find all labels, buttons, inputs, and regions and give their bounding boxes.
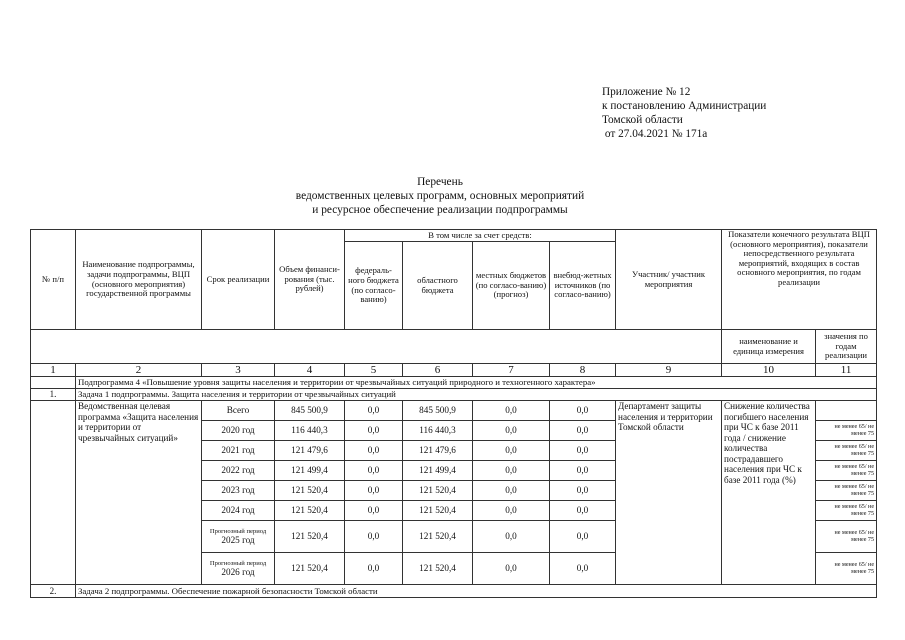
extra-cell: 0,0 [550, 401, 616, 421]
total-cell: 121 479,6 [275, 441, 345, 461]
header-num: № п/п [31, 230, 76, 330]
appendix-line: к постановлению Администрации [602, 100, 767, 112]
header-local: местных бюджетов (по согласо-ванию) (прогноз) [473, 242, 550, 330]
value-cell: не менее 65/ не менее 75 [816, 501, 877, 521]
empty-cell [31, 401, 76, 585]
col-number: 7 [473, 364, 550, 377]
header-spacer [31, 330, 722, 364]
local-cell: 0,0 [473, 553, 550, 585]
header-term: Срок реализации [202, 230, 275, 330]
header-indicators: Показатели конечного результата ВЦП (основного мероприятия), показатели непосредственного результата мероприятий, входящих в состав основного мероприятия, по годам реализации [722, 230, 877, 330]
title-line: и ресурсное обеспечение реализации подпрограммы [312, 204, 568, 216]
extra-cell: 0,0 [550, 521, 616, 553]
header-name: Наименование подпрограммы, задачи подпрограммы, ВЦП (основного мероприятия) государственной программы [76, 230, 202, 330]
federal-cell: 0,0 [345, 401, 403, 421]
value-cell: не менее 65/ не менее 75 [816, 461, 877, 481]
extra-cell: 0,0 [550, 481, 616, 501]
regional-cell: 121 520,4 [403, 553, 473, 585]
period-cell [202, 553, 275, 585]
col-number: 6 [403, 364, 473, 377]
col-number: 1 [31, 364, 76, 377]
col-number: 2 [76, 364, 202, 377]
total-cell: 845 500,9 [275, 401, 345, 421]
extra-cell: 0,0 [550, 461, 616, 481]
federal-cell: 0,0 [345, 481, 403, 501]
total-cell: 121 520,4 [275, 553, 345, 585]
value-cell [816, 401, 877, 421]
task-number: 1. [31, 389, 76, 401]
total-cell: 121 499,4 [275, 461, 345, 481]
total-cell: 121 520,4 [275, 521, 345, 553]
forecast-label: Прогнозный период [209, 527, 267, 535]
appendix-line: Томской области [602, 114, 683, 126]
col-number: 5 [345, 364, 403, 377]
local-cell: 0,0 [473, 521, 550, 553]
program-table [30, 229, 877, 598]
regional-cell: 845 500,9 [403, 401, 473, 421]
col-number: 10 [722, 364, 816, 377]
federal-cell: 0,0 [345, 441, 403, 461]
document-title [180, 175, 700, 217]
extra-cell: 0,0 [550, 553, 616, 585]
local-cell: 0,0 [473, 421, 550, 441]
extra-cell: 0,0 [550, 501, 616, 521]
participant-cell: Департамент защиты населения и территории Томской области [616, 401, 722, 585]
total-cell: 116 440,3 [275, 421, 345, 441]
local-cell: 0,0 [473, 401, 550, 421]
appendix-block [602, 85, 766, 141]
header-extrabudget: внебюд-жетных источников (по согласо-ванию) [550, 242, 616, 330]
regional-cell: 121 479,6 [403, 441, 473, 461]
forecast-label: Прогнозный период [209, 559, 267, 567]
value-cell: не менее 65/ не менее 75 [816, 441, 877, 461]
header-ind-values: значения по годам реализации [816, 330, 877, 364]
col-number: 4 [275, 364, 345, 377]
federal-cell: 0,0 [345, 461, 403, 481]
header-regional: областного бюджета [403, 242, 473, 330]
local-cell: 0,0 [473, 461, 550, 481]
appendix-line: от 27.04.2021 № 171а [602, 128, 708, 140]
local-cell: 0,0 [473, 501, 550, 521]
federal-cell: 0,0 [345, 521, 403, 553]
period-cell: 2020 год [202, 421, 275, 441]
col-number: 3 [202, 364, 275, 377]
header-volume: Объем финанси-рования (тыс. рублей) [275, 230, 345, 330]
col-number: 8 [550, 364, 616, 377]
title-line: ведомственных целевых программ, основных мероприятий [295, 190, 585, 202]
task-row: Задача 1 подпрограммы. Защита населения и территории от чрезвычайных ситуаций [76, 389, 877, 401]
indicator-cell: Снижение количества погибшего населения при ЧС к базе 2011 года / снижение количества пострадавшего населения при ЧС к базе 2011 года (%) [722, 401, 816, 585]
header-ind-name: наименование и единица измерения [722, 330, 816, 364]
local-cell: 0,0 [473, 481, 550, 501]
local-cell: 0,0 [473, 441, 550, 461]
federal-cell: 0,0 [345, 421, 403, 441]
total-cell: 121 520,4 [275, 481, 345, 501]
task-number: 2. [31, 585, 76, 598]
extra-cell: 0,0 [550, 421, 616, 441]
federal-cell: 0,0 [345, 553, 403, 585]
regional-cell: 121 499,4 [403, 461, 473, 481]
period-cell: 2022 год [202, 461, 275, 481]
regional-cell: 121 520,4 [403, 521, 473, 553]
value-cell: не менее 65/ не менее 75 [816, 521, 877, 553]
period-cell: Всего [202, 401, 275, 421]
period-cell: 2021 год [202, 441, 275, 461]
col-number: 9 [616, 364, 722, 377]
period-cell: 2024 год [202, 501, 275, 521]
subprogram-row: Подпрограмма 4 «Повышение уровня защиты населения и территории от чрезвычайных ситуаций природного и техногенного характера» [76, 377, 877, 389]
total-cell: 121 520,4 [275, 501, 345, 521]
appendix-line: Приложение № 12 [602, 86, 691, 98]
period-cell [202, 521, 275, 553]
value-cell: не менее 65/ не менее 75 [816, 553, 877, 585]
regional-cell: 116 440,3 [403, 421, 473, 441]
value-cell: не менее 65/ не менее 75 [816, 421, 877, 441]
period-year: 2025 год [221, 534, 255, 545]
regional-cell: 121 520,4 [403, 501, 473, 521]
col-number: 11 [816, 364, 877, 377]
task-row: Задача 2 подпрограммы. Обеспечение пожарной безопасности Томской области [76, 585, 877, 598]
header-including: В том числе за счет средств: [345, 230, 616, 242]
extra-cell: 0,0 [550, 441, 616, 461]
program-name: Ведомственная целевая программа «Защита населения и территории от чрезвычайных ситуаций» [76, 401, 202, 585]
period-year: 2026 год [221, 566, 255, 577]
regional-cell: 121 520,4 [403, 481, 473, 501]
header-participant: Участник/ участник мероприятия [616, 230, 722, 330]
value-cell: не менее 65/ не менее 75 [816, 481, 877, 501]
period-cell: 2023 год [202, 481, 275, 501]
header-federal: федераль-ного бюджета (по согласо-ванию) [345, 242, 403, 330]
title-line: Перечень [417, 176, 463, 188]
empty-cell [31, 377, 76, 389]
federal-cell: 0,0 [345, 501, 403, 521]
